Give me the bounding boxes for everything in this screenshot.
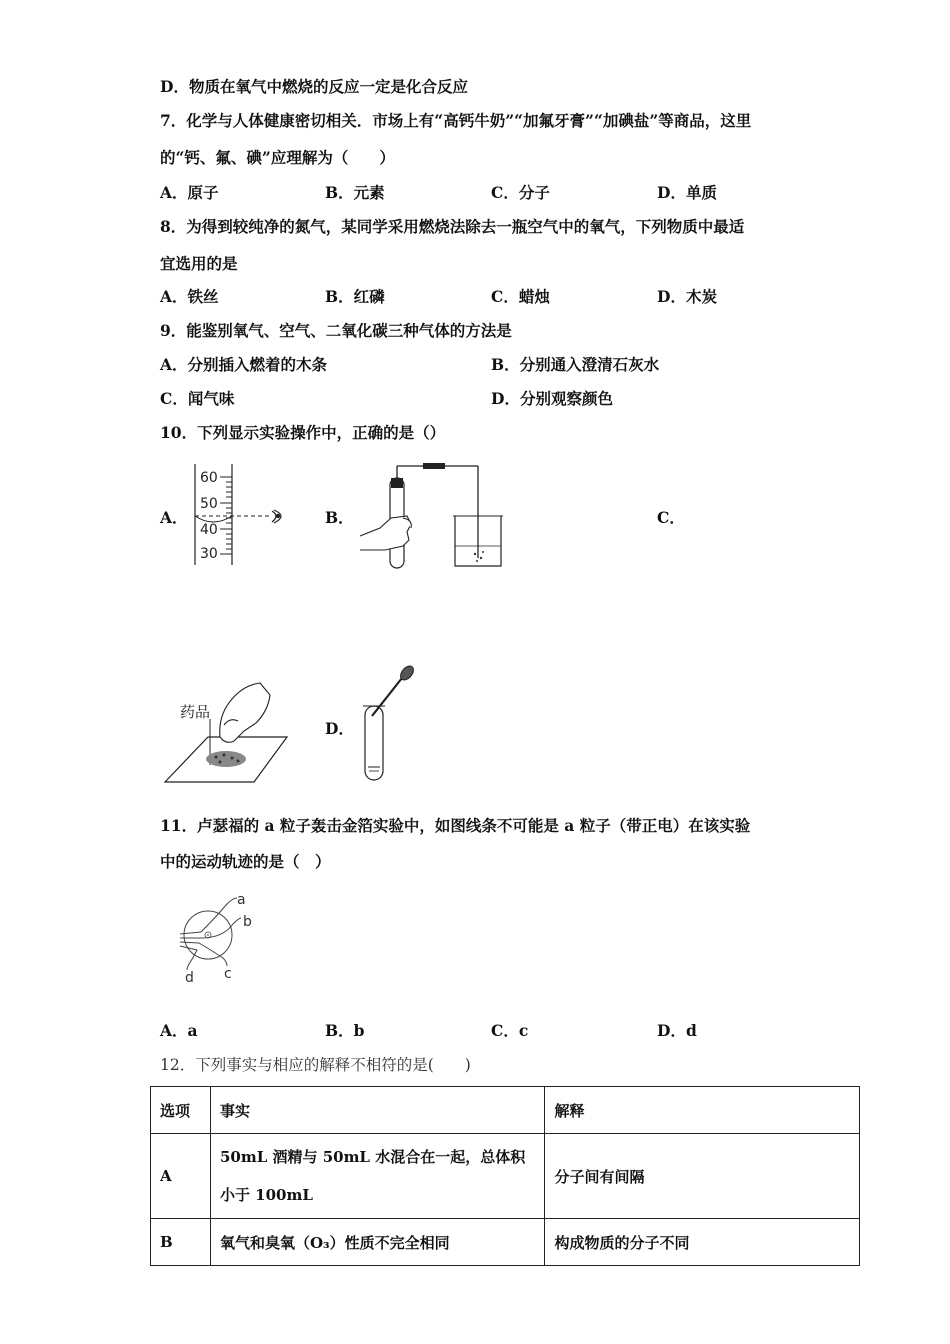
trajectory-label-a: a <box>237 892 246 908</box>
table-header-row <box>151 1087 860 1134</box>
table-row <box>151 1134 860 1219</box>
q10-label-b: B． <box>325 508 354 527</box>
hand-icon <box>360 516 411 550</box>
dropper-test-tube-figure <box>360 664 420 784</box>
q7-option-a: A．原子 <box>160 183 219 202</box>
cylinder-tick-30: 30 <box>200 546 218 562</box>
q8-stem-line2: 宜选用的是 <box>160 254 238 273</box>
q9-option-a: A．分别插入燃着的木条 <box>160 355 328 374</box>
q8-option-d: D．木炭 <box>657 287 717 306</box>
row-a-explanation: 分子间有间隔 <box>545 1134 860 1219</box>
eye-icon <box>272 510 281 523</box>
row-a-option: A <box>151 1134 211 1219</box>
q7-stem-line2: 的“钙、氟、碘”应理解为（ ） <box>160 148 395 167</box>
q8-option-a: A．铁丝 <box>160 287 219 306</box>
q11-option-c: C．c <box>491 1021 529 1040</box>
header-option: 选项 <box>151 1087 211 1134</box>
drug-label: 药品 <box>180 703 211 721</box>
q10-stem: 10．下列显示实验操作中，正确的是（） <box>160 423 446 442</box>
q10-label-c: C． <box>657 508 685 527</box>
q11-stem-line1: 11．卢瑟福的 a 粒子轰击金箔实验中，如图线条不可能是 a 粒子（带正电）在该实验 <box>160 816 751 835</box>
q9-option-b: B．分别通入澄清石灰水 <box>491 355 660 374</box>
q7-option-d: D．单质 <box>657 183 717 202</box>
q12-stem: 12．下列事实与相应的解释不相符的是( ) <box>160 1056 471 1074</box>
q8-option-b: B．红磷 <box>325 287 385 306</box>
cylinder-tick-50: 50 <box>200 496 218 512</box>
trajectory-label-c: c <box>224 966 232 982</box>
row-b-explanation: 构成物质的分子不同 <box>545 1219 860 1266</box>
q7-option-c: C．分子 <box>491 183 550 202</box>
q7-option-b: B．元素 <box>325 183 385 202</box>
q11-option-b: B．b <box>325 1021 365 1040</box>
q10-label-a: A． <box>160 508 188 527</box>
row-a-fact-line1: 50mL 酒精与 50mL 水混合在一起，总体积 <box>219 1148 526 1166</box>
table-row <box>151 1219 860 1266</box>
q9-option-d: D．分别观察颜色 <box>491 389 613 408</box>
row-b-fact: 氧气和臭氧（O₃）性质不完全相同 <box>210 1219 545 1266</box>
q11-option-d: D．d <box>657 1021 697 1040</box>
q9-stem: 9．能鉴别氧气、空气、二氧化碳三种气体的方法是 <box>160 321 512 340</box>
cylinder-tick-60: 60 <box>200 470 218 486</box>
hand-icon <box>220 683 270 742</box>
trajectory-label-b: b <box>243 914 252 930</box>
row-a-fact-line2: 小于 100mL <box>219 1186 313 1204</box>
q11-option-a: A．a <box>160 1021 198 1040</box>
trajectory-label-d: d <box>185 970 194 986</box>
q7-stem-line1: 7．化学与人体健康密切相关．市场上有“高钙牛奶”“加氟牙膏”“加碘盐”等商品，这里 <box>160 111 752 130</box>
solid-by-hand-figure <box>160 675 290 787</box>
q11-stem-line2: 中的运动轨迹的是（ ） <box>160 852 331 871</box>
alpha-scattering-figure <box>175 888 265 988</box>
q6-option-d: D．物质在氧气中燃烧的反应一定是化合反应 <box>160 77 468 96</box>
header-fact: 事实 <box>210 1087 545 1134</box>
q8-option-c: C．蜡烛 <box>491 287 550 306</box>
row-a-fact <box>210 1134 545 1219</box>
header-explanation: 解释 <box>545 1087 860 1134</box>
q8-stem-line1: 8．为得到较纯净的氮气，某同学采用燃烧法除去一瓶空气中的氧气，下列物质中最适 <box>160 217 745 236</box>
graduated-cylinder-figure <box>190 462 295 568</box>
q12-table <box>150 1086 860 1266</box>
row-b-option: B <box>151 1219 211 1266</box>
q10-label-d: D． <box>325 719 354 738</box>
airtightness-check-figure <box>355 458 505 570</box>
q9-option-c: C．闻气味 <box>160 389 235 408</box>
cylinder-tick-40: 40 <box>200 522 218 538</box>
